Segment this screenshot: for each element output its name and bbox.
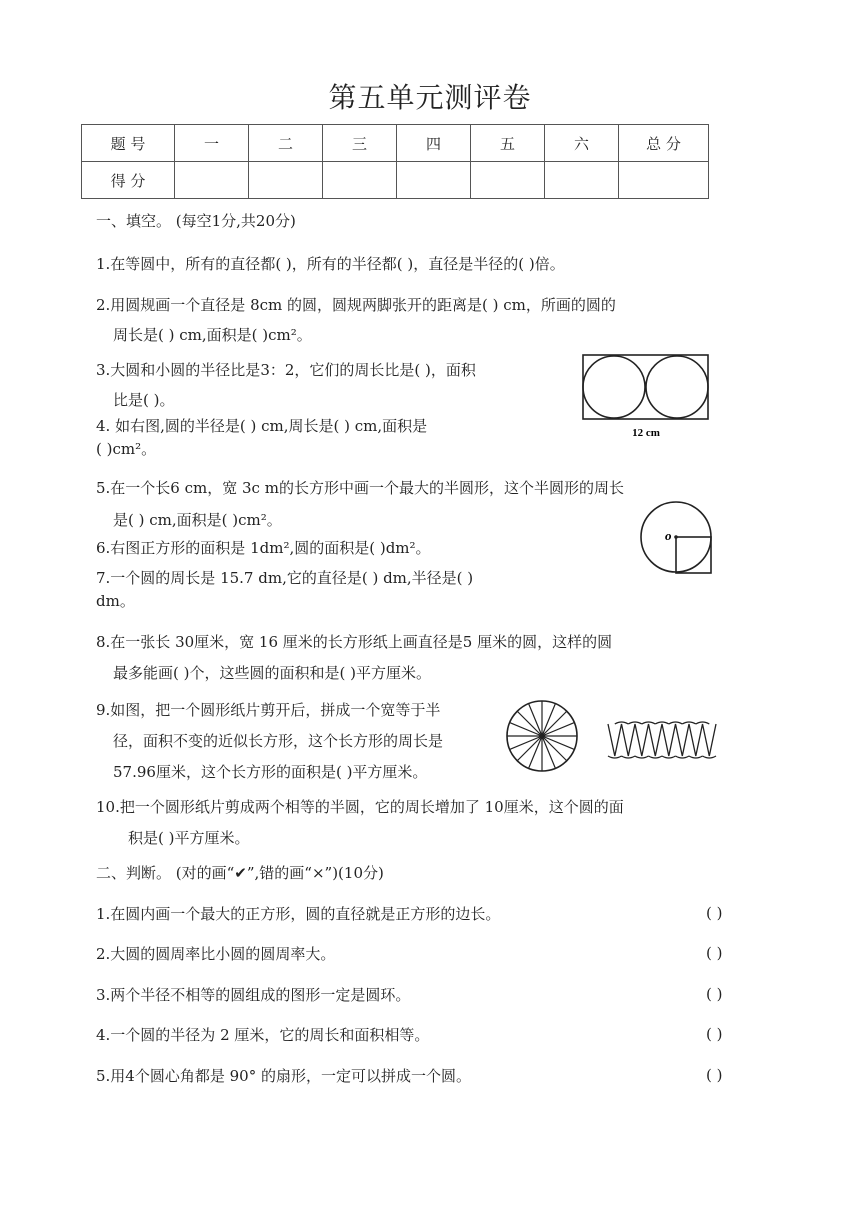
page-title: 第五单元测评卷 <box>328 81 532 114</box>
table-cell: 一 <box>175 125 249 162</box>
table-cell: 总 分 <box>619 125 709 162</box>
question-line: 7.一个圆的周长是 15.7 dm,它的直径是( ) dm,半径是( ) <box>96 569 474 587</box>
question-line: 最多能画( )个，这些圆的面积和是( )平方厘米。 <box>113 664 431 682</box>
score-input-cell[interactable] <box>249 162 323 199</box>
circle-square-figure <box>636 500 716 580</box>
judge-item: 2.大圆的圆周率比小圆的圆周率大。 <box>96 945 336 963</box>
figure-label-o: o <box>665 528 672 543</box>
question-line: 5.在一个长6 cm，宽 3c m的长方形中画一个最大的半圆形，这个半圆形的周长 <box>96 479 624 497</box>
judge-item: 1.在圆内画一个最大的正方形，圆的直径就是正方形的边长。 <box>96 905 501 923</box>
answer-paren[interactable]: ( ) <box>706 985 723 1003</box>
question-line: 3.大圆和小圆的半径比是3：2，它们的周长比是( )，面积 <box>96 361 476 379</box>
section1-heading: 一、填空。 (每空1分,共20分) <box>96 212 296 230</box>
zigzag-path <box>608 724 716 756</box>
question-line: 是( ) cm,面积是( )cm²。 <box>113 511 282 529</box>
figure-label-12cm: 12 cm <box>632 427 660 439</box>
score-input-cell[interactable] <box>175 162 249 199</box>
table-cell: 四 <box>397 125 471 162</box>
score-input-cell[interactable] <box>397 162 471 199</box>
question-line: 57.96厘米，这个长方形的面积是( )平方厘米。 <box>113 763 428 781</box>
sector-line <box>517 736 542 761</box>
score-table-header-row <box>82 125 709 162</box>
table-cell: 三 <box>323 125 397 162</box>
edge-arc-bottom <box>608 756 716 758</box>
sector-line <box>517 711 542 736</box>
table-cell: 得 分 <box>82 162 175 199</box>
score-input-cell[interactable] <box>545 162 619 199</box>
question-line: 9.如图，把一个圆形纸片剪开后，拼成一个宽等于半 <box>96 701 441 719</box>
question-line: 比是( )。 <box>113 391 175 409</box>
answer-paren[interactable]: ( ) <box>706 1066 723 1084</box>
question-line: 4. 如右图,圆的半径是( ) cm,周长是( ) cm,面积是 <box>96 417 428 435</box>
sector-circle-figure <box>502 697 582 777</box>
question-line: 径，面积不变的近似长方形，这个长方形的周长是 <box>113 732 444 750</box>
score-input-cell[interactable] <box>471 162 545 199</box>
sector-line <box>542 711 567 736</box>
question-line: 2.用圆规画一个直径是 8cm 的圆，圆规两脚张开的距离是( ) cm，所画的圆的 <box>96 296 616 314</box>
judge-item: 4.一个圆的半径为 2 厘米，它的周长和面积相等。 <box>96 1026 430 1044</box>
question-line: 1.在等圆中，所有的直径都( )，所有的半径都( )，直径是半径的( )倍。 <box>96 255 565 273</box>
score-table <box>81 124 709 199</box>
score-table-score-row <box>82 162 709 199</box>
edge-arc-top <box>615 722 710 724</box>
section2-heading: 二、判断。 (对的画“✔”,错的画“×”)(10分) <box>96 864 384 882</box>
answer-paren[interactable]: ( ) <box>706 904 723 922</box>
sector-line <box>542 736 567 761</box>
question-line: ( )cm²。 <box>96 440 157 458</box>
judge-item: 3.两个半径不相等的圆组成的图形一定是圆环。 <box>96 986 411 1004</box>
answer-paren[interactable]: ( ) <box>706 944 723 962</box>
question-line: 10.把一个圆形纸片剪成两个相等的半圆，它的周长增加了 10厘米，这个圆的面 <box>96 798 624 816</box>
question-line: dm。 <box>96 592 135 610</box>
question-line: 周长是( ) cm,面积是( )cm²。 <box>113 326 312 344</box>
table-cell: 题 号 <box>82 125 175 162</box>
table-cell: 二 <box>249 125 323 162</box>
question-line: 积是( )平方厘米。 <box>128 829 250 847</box>
score-input-cell[interactable] <box>619 162 709 199</box>
answer-paren[interactable]: ( ) <box>706 1025 723 1043</box>
question-line: 6.右图正方形的面积是 1dm²,圆的面积是( )dm²。 <box>96 539 431 557</box>
score-input-cell[interactable] <box>323 162 397 199</box>
question-line: 8.在一张长 30厘米，宽 16 厘米的长方形纸上画直径是5 厘米的圆，这样的圆 <box>96 633 613 651</box>
judge-item: 5.用4个圆心角都是 90° 的扇形，一定可以拼成一个圆。 <box>96 1067 471 1085</box>
two-circles-figure <box>580 352 712 442</box>
approx-rectangle-figure <box>604 718 722 762</box>
table-cell: 五 <box>471 125 545 162</box>
table-cell: 六 <box>545 125 619 162</box>
